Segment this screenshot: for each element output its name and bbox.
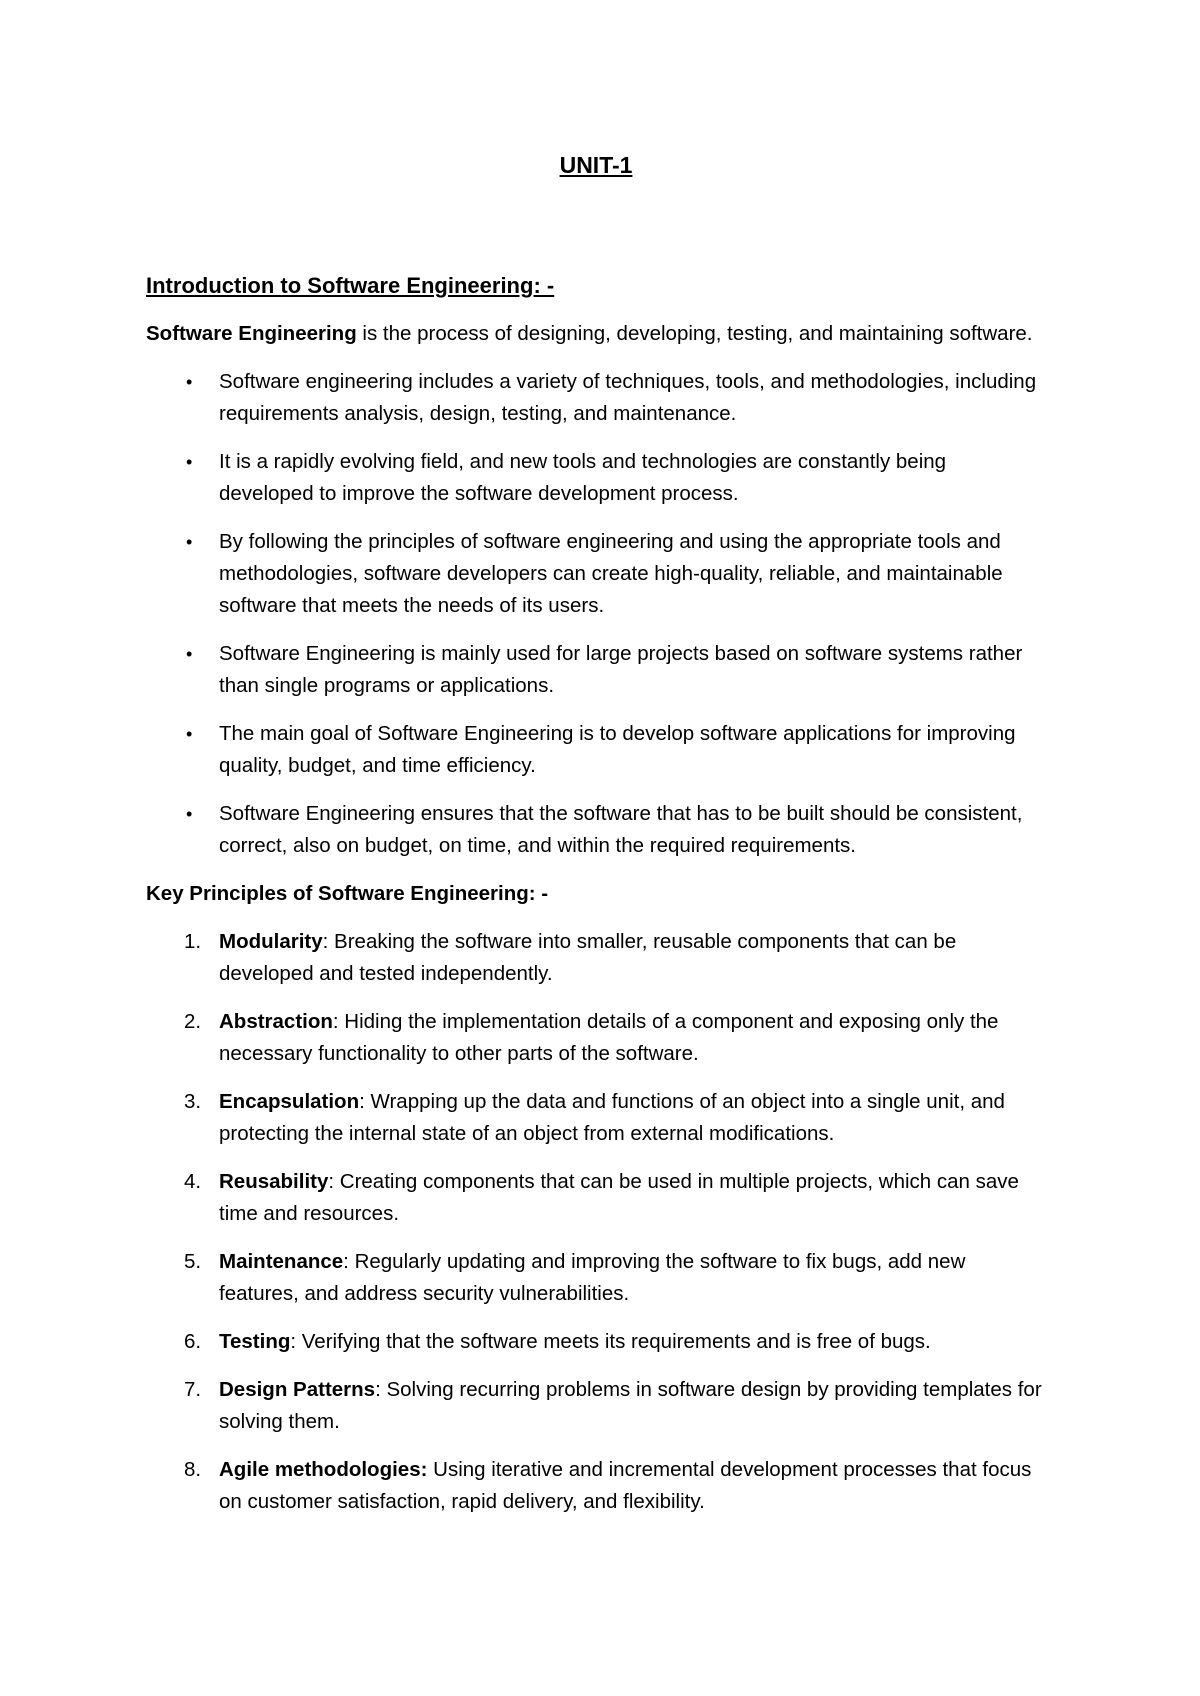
bullet-text: Software Engineering is mainly used for large projects based on software systems rather than single programs or applications. xyxy=(219,642,1023,697)
principle-name: Testing xyxy=(219,1330,291,1353)
principle-number: 6. xyxy=(184,1330,202,1353)
principle-item xyxy=(146,1326,1046,1358)
principle-description: Using iterative and incremental development processes that focus on customer satisfaction, rapid delivery, and flexibility. xyxy=(219,1458,1032,1513)
principle-item xyxy=(146,1006,1046,1070)
page-title: UNIT-1 xyxy=(559,152,633,178)
bullet-icon: • xyxy=(186,372,193,392)
bullet-icon: • xyxy=(186,452,193,472)
principle-item xyxy=(146,1374,1046,1438)
principle-description: : Wrapping up the data and functions of an object into a single unit, and protecting the internal state of an object from external modifications. xyxy=(219,1090,1005,1145)
principle-number: 7. xyxy=(184,1378,202,1401)
bullet-item xyxy=(146,446,1046,510)
principle-number: 1. xyxy=(184,930,202,953)
bullet-text: By following the principles of software engineering and using the appropriate tools and methodologies, software developers can create high-quality, reliable, and maintainable software that meets the needs of its users. xyxy=(219,530,1003,617)
bullet-icon: • xyxy=(186,644,193,664)
principle-number: 8. xyxy=(184,1458,202,1481)
principle-description: : Verifying that the software meets its requirements and is free of bugs. xyxy=(290,1330,931,1353)
principle-description: : Breaking the software into smaller, reusable components that can be developed and tested independently. xyxy=(219,930,957,985)
bullet-item xyxy=(146,798,1046,862)
principle-name: Reusability xyxy=(219,1170,329,1193)
principle-item xyxy=(146,1166,1046,1230)
bullet-icon: • xyxy=(186,532,193,552)
principle-item xyxy=(146,926,1046,990)
bullet-text: The main goal of Software Engineering is to develop software applications for improving quality, budget, and time efficiency. xyxy=(219,722,1016,777)
bullet-item xyxy=(146,366,1046,430)
principles-heading: Key Principles of Software Engineering: - xyxy=(146,882,549,905)
section-heading: Introduction to Software Engineering: - xyxy=(146,273,555,298)
principle-description: : Regularly updating and improving the software to fix bugs, add new features, and address security vulnerabilities. xyxy=(219,1250,966,1305)
principle-description: : Hiding the implementation details of a component and exposing only the necessary functionality to other parts of the software. xyxy=(219,1010,999,1065)
intro-text: is the process of designing, developing, testing, and maintaining software. xyxy=(356,322,1033,345)
bullet-item xyxy=(146,526,1046,622)
bullet-icon: • xyxy=(186,804,193,824)
bullet-list xyxy=(146,366,1046,862)
principle-item xyxy=(146,1246,1046,1310)
bullet-text: Software Engineering ensures that the software that has to be built should be consistent, correct, also on budget, on time, and within the required requirements. xyxy=(219,802,1023,857)
principle-name: Maintenance xyxy=(219,1250,344,1273)
bullet-text: Software engineering includes a variety of techniques, tools, and methodologies, including requirements analysis, design, testing, and maintenance. xyxy=(219,370,1037,425)
principle-number: 3. xyxy=(184,1090,202,1113)
intro-term: Software Engineering xyxy=(146,322,357,345)
intro-paragraph xyxy=(146,318,1046,350)
bullet-icon: • xyxy=(186,724,193,744)
bullet-item xyxy=(146,638,1046,702)
principle-description: : Solving recurring problems in software design by providing templates for solving them. xyxy=(219,1378,1042,1433)
principle-item xyxy=(146,1086,1046,1150)
principle-name: Modularity xyxy=(219,930,323,953)
bullet-text: It is a rapidly evolving field, and new tools and technologies are constantly being developed to improve the software development process. xyxy=(219,450,947,505)
principle-number: 4. xyxy=(184,1170,202,1193)
principle-name: Encapsulation xyxy=(219,1090,360,1113)
principle-name: Design Patterns xyxy=(219,1378,376,1401)
principle-name: Agile methodologies: xyxy=(219,1458,428,1481)
principles-list xyxy=(146,926,1046,1518)
principle-description: : Creating components that can be used in multiple projects, which can save time and resources. xyxy=(219,1170,1019,1225)
principle-number: 2. xyxy=(184,1010,202,1033)
principle-number: 5. xyxy=(184,1250,202,1273)
principle-item xyxy=(146,1454,1046,1518)
bullet-item xyxy=(146,718,1046,782)
document-content xyxy=(146,148,1046,1534)
principle-name: Abstraction xyxy=(219,1010,333,1033)
